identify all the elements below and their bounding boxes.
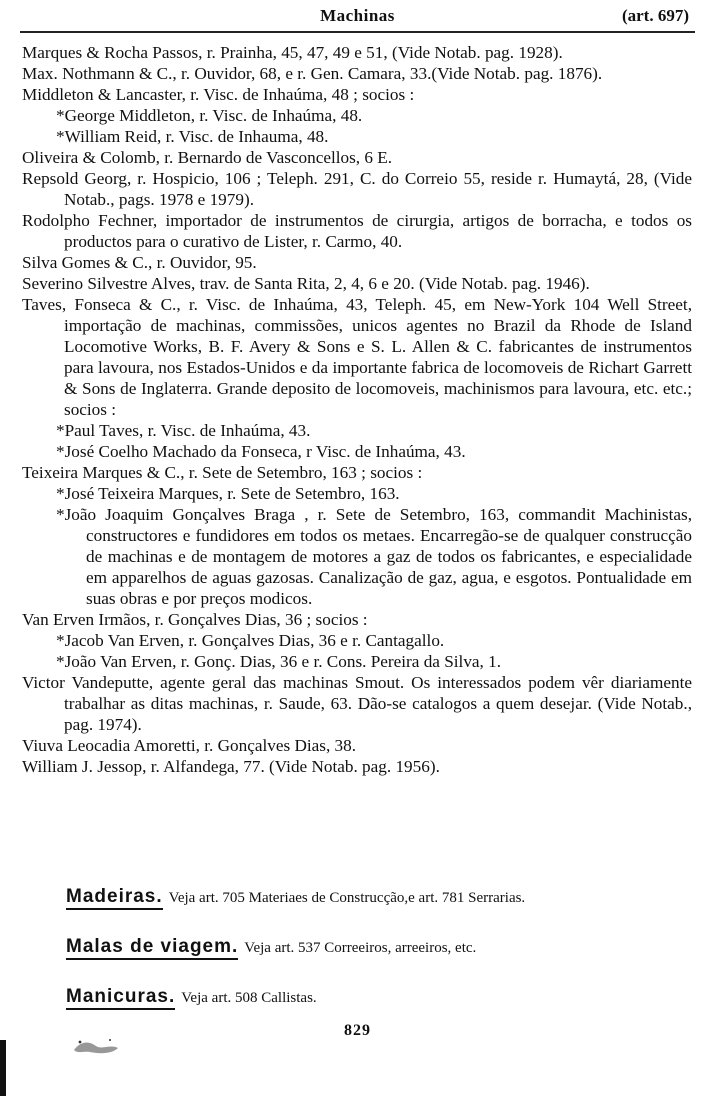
directory-entry: Van Erven Irmãos, r. Gonçalves Dias, 36 ; socios :	[22, 610, 368, 629]
cross-reference-sections	[66, 886, 666, 1036]
directory-entry: Marques & Rocha Passos, r. Prainha, 45, 47, 49 e 51, (Vide Notab. pag. 1928).	[22, 43, 563, 62]
page-number: 829	[344, 1022, 371, 1039]
cross-reference-section	[66, 936, 666, 958]
section-heading: Malas de viagem.	[66, 936, 238, 960]
partner-entry: *William Reid, r. Visc. de Inhauma, 48.	[56, 127, 329, 146]
directory-entry: Rodolpho Fechner, importador de instrumentos de cirurgia, artigos de borracha, e todos os productos para o curativo de Lister, r. Carmo, 40.	[22, 211, 692, 251]
ink-smudge	[70, 1036, 122, 1058]
partner-entry: *José Coelho Machado da Fonseca, r Visc. de Inhaúma, 43.	[56, 442, 466, 461]
directory-entry: William J. Jessop, r. Alfandega, 77. (Vide Notab. pag. 1956).	[22, 757, 440, 776]
directory-entry: Teixeira Marques & C., r. Sete de Setembro, 163 ; socios :	[22, 463, 423, 482]
directory-entry: Silva Gomes & C., r. Ouvidor, 95.	[22, 253, 257, 272]
section-reference: Veja art. 537 Correeiros, arreeiros, etc.	[244, 940, 477, 956]
entries-list	[22, 42, 692, 777]
directory-entry: Middleton & Lancaster, r. Visc. de Inhaúma, 48 ; socios :	[22, 85, 415, 104]
cross-reference-section	[66, 986, 666, 1008]
directory-entry: Victor Vandeputte, agente geral das machinas Smout. Os interessados podem vêr diariamente trabalhar as ditas machinas, r. Saude, 63. Dão-se catalogos a quem desejar. (Vide Notab., pag. 1974).	[22, 673, 692, 734]
directory-entry: Oliveira & Colomb, r. Bernardo de Vasconcellos, 6 E.	[22, 148, 393, 167]
cross-reference-section	[66, 886, 666, 908]
article-number: (art. 697)	[621, 6, 689, 25]
directory-entry: Repsold Georg, r. Hospicio, 106 ; Teleph. 291, C. do Correio 55, reside r. Humaytá, 28, (Vide Notab., pags. 1978 e 1979).	[22, 169, 692, 209]
section-heading: Madeiras.	[66, 886, 163, 910]
directory-entry: Severino Silvestre Alves, trav. de Santa Rita, 2, 4, 6 e 20. (Vide Notab. pag. 1946).	[22, 274, 590, 293]
directory-entry: Viuva Leocadia Amoretti, r. Gonçalves Dias, 38.	[22, 736, 357, 755]
page-title: Machinas	[320, 6, 395, 25]
partner-entry: *João Van Erven, r. Gonç. Dias, 36 e r. Cons. Pereira da Silva, 1.	[56, 652, 502, 671]
directory-entry: Taves, Fonseca & C., r. Visc. de Inhaúma, 43, Teleph. 45, em New-York 104 Well Street, importação de machinas, commissões, unicos agentes no Brazil da Rhode de Island Locomotive Works, B. F. Avery & Sons e S. L. Allen & C. fabricantes de instrumentos para lavoura, nos Estados-Unidos e da importante fabrica de locomoveis de Richart Garrett & Sons de Inglaterra. Grande deposito de locomoveis, machinismos para lavoura, etc. etc.; socios :	[22, 295, 692, 419]
page-header	[20, 6, 695, 32]
partner-entry: *George Middleton, r. Visc. de Inhaúma, 48.	[56, 106, 363, 125]
section-heading: Manicuras.	[66, 986, 175, 1010]
section-reference: Veja art. 705 Materiaes de Construcção,e art. 781 Serrarias.	[168, 890, 526, 906]
partner-entry: *Paul Taves, r. Visc. de Inhaúma, 43.	[56, 421, 311, 440]
section-reference: Veja art. 508 Callistas.	[181, 990, 317, 1006]
margin-ink-mark	[0, 1040, 6, 1096]
partner-entry: *José Teixeira Marques, r. Sete de Setembro, 163.	[56, 484, 400, 503]
partner-entry: *Jacob Van Erven, r. Gonçalves Dias, 36 e r. Cantagallo.	[56, 631, 445, 650]
header-rule	[20, 31, 695, 33]
partner-entry: *João Joaquim Gonçalves Braga , r. Sete de Setembro, 163, commandit Machinistas, constructores e fundidores em todos os metaes. Encarregão-se de qualquer construcção de machinas e de montagem de motores a gaz de todos os fabricantes, e especialidade em apparelhos de aguas gazosas. Canalização de gaz, agua, e esgotos. Pontualidade em suas obras e por preços modicos.	[56, 505, 692, 608]
directory-entry: Max. Nothmann & C., r. Ouvidor, 68, e r. Gen. Camara, 33.(Vide Notab. pag. 1876).	[22, 64, 603, 83]
